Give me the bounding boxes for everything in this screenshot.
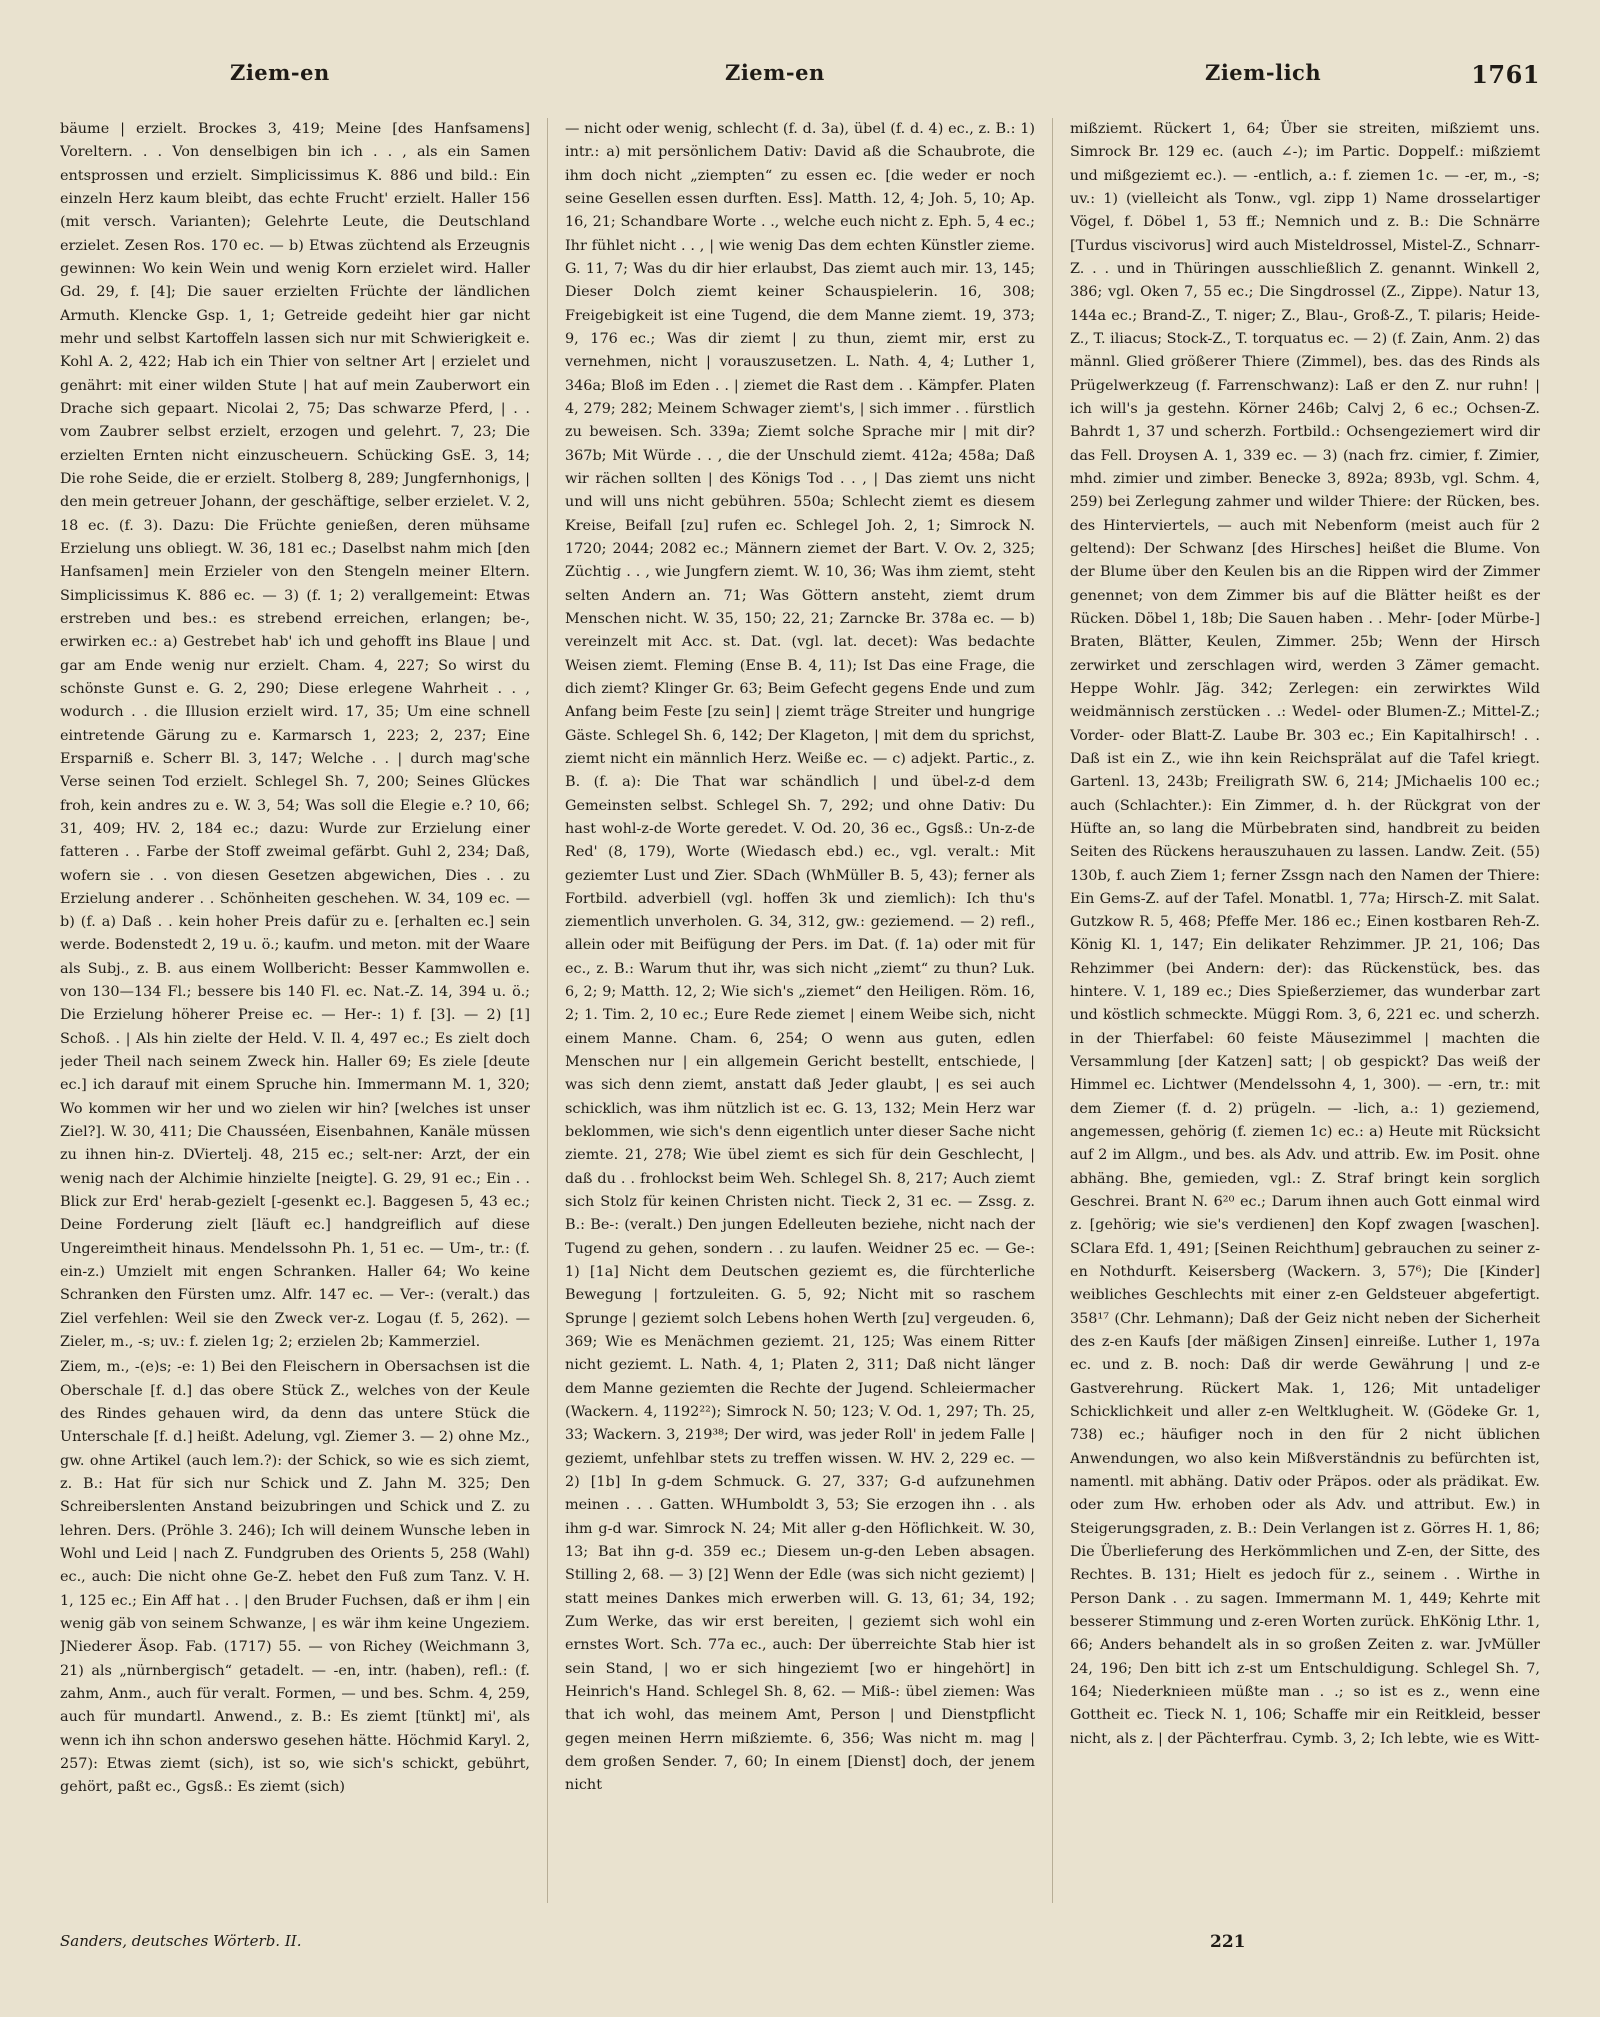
header-center-catchword: Ziem-en — [725, 60, 825, 85]
column-1-entry-zielen: bäume | erzielt. Brockes 3, 419; Meine [des Hanfsamens] Voreltern. . . Von denselbigen bin ich . . , als ein Samen entsprossen und erzielt. Simplicissimus K. 886 und bild.: Ein einzeln Herz kaum bleibt, das echte Frucht' erzielt. Haller 156 (mit versch. Varianten); Gelehrte Leute, die Deutschland erzielet. Zesen Ros. 170 ec. — b) Etwas züchtend als Erzeugnis gewinnen: Wo kein Wein und wenig Korn erzielet wird. Haller Gd. 29, f. [4]; Die sauer erzielten Früchte der ländlichen Armuth. Klencke Gsp. 1, 1; Getreide gedeiht hier gar nicht mehr und selbst Kartoffeln lassen sich nur mit Schwierigkeit e. Kohl A. 2, 422; Hab ich ein Thier von seltner Art | erzielet und genährt: mit einer wilden Stute | hat auf mein Zauberwort ein Drache sich gepaart. Nicolai 2, 75; Das schwarze Pferd, | . . vom Zaubrer selbst erzielt, erzogen und gelehrt. 7, 23; Die erzielten Ernten nicht einzuscheuern. Schücking GsE. 3, 14; Die rohe Seide, die er erzielt. Stolberg 8, 289; Jungfernhonigs, | den mein getreuer Johann, der geschäftige, selber erzielet. V. 2, 18 ec. (f. 3). Dazu: Die Früchte genießen, deren mühsame Erzielung uns obliegt. W. 36, 181 ec.; Daselbst nahm mich [den Hanfsamen] mein Erzieler von den Stengeln meiner Eltern. Simplicissimus K. 886 ec. — 3) (f. 1; 2) verallgemeint: Etwas erstreben und bes.: es strebend erreichen, erlangen; be-, erwirken ec.: a) Gestrebet hab' ich und gehofft ins Blaue | und gar am Ende wenig nur erzielt. Cham. 4, 227; So wirst du schönste Gunst e. G. 2, 290; Diese erlegene Wahrheit . . , wodurch . . die Illusion erzielt wird. 17, 35; Um eine schnell eintretende Gärung zu e. Karmarsch 1, 223; 2, 237; Eine Ersparniß e. Scherr Bl. 3, 147; Welche . . | durch mag'sche Verse seinen Tod erzielt. Schlegel Sh. 7, 200; Seines Glückes froh, kein andres zu e. W. 3, 54; Was soll die Elegie e.? 10, 66; 31, 409; HV. 2, 184 ec.; dazu: Wurde zur Erzielung einer fatteren . . Farbe der Stoff zweimal gefärbt. Guhl 2, 234; Daß, wofern sie . . von diesen Gesetzen abgewichen, Dies . . zu Erzielung anderer . . Schönheiten geschehen. W. 34, 109 ec. — b) (f. a) Daß . . kein hoher Preis dafür zu e. [erhalten ec.] sein werde. Bodenstedt 2, 19 u. ö.; kaufm. und meton. mit der Waare als Subj., z. B. aus einem Wollbericht: Besser Kammwollen e. von 130—134 Fl.; bessere bis 140 Fl. ec. Nat.-Z. 14, 394 u. ö.; Die Erzielung höherer Preise ec. — Her-: 1) f. [3]. — 2) [1] Schoß. . | Als hin zielte der Held. V. Il. 4, 497 ec.; Es zielt doch jeder Theil nach seinem Zweck hin. Haller 69; Es ziele [deute ec.] ich darauf mit einem Spruche hin. Immermann M. 1, 320; Wo kommen wir her und wo zielen wir hin? [welches ist unser Ziel?]. W. 30, 411; Die Chausséen, Eisenbahnen, Kanäle müssen zu ihnen hin-z. DViertelj. 48, 215 ec.; selt-ner: Arzt, der ein wenig nach der Alchimie hinzielte [neigte]. G. 29, 91 ec.; Ein . . Blick zur Erd' herab-gezielt [-gesenkt ec.]. Baggesen 5, 43 ec.; Deine Forderung zielt [läuft ec.] handgreiflich auf diese Ungereimtheit hinaus. Mendelssohn Ph. 1, 51 ec. — Um-, tr.: (f. ein-z.) Umzielt mit engen Schranken. Haller 64; Wo keine Schranken den Fürsten umz. Alfr. 147 ec. — Ver-: (veralt.) das Ziel verfehlen: Weil sie den Zweck ver-z. Logau (f. 5, 262). — Zieler, m., -s; uv.: f. zielen 1g; 2; erzielen 2b; Kammerziel. — [60, 121, 530, 1351]
column-2-entry-ziemen: — nicht oder wenig, schlecht (f. d. 3a), übel (f. d. 4) ec., z. B.: 1) intr.: a) mit persönlichem Dativ: David aß die Schaubrote, die ihm doch nicht „ziempten“ zu essen ec. [die weder er noch seine Gesellen essen durften. Ess]. Matth. 12, 4; Joh. 5, 10; Ap. 16, 21; Schandbare Worte . ., welche euch nicht z. Eph. 5, 4 ec.; Ihr fühlet nicht . . , | wie wenig Das dem echten Künstler zieme. G. 11, 7; Was du dir hier erlaubst, Das ziemt auch mir. 13, 145; Dieser Dolch ziemt keiner Schauspielerin. 16, 308; Freigebigkeit ist eine Tugend, die dem Manne ziemt. 19, 373; 9, 176 ec.; Was dir ziemt | zu thun, ziemt mir, erst zu vernehmen, nicht | vorauszusetzen. L. Nath. 4, 4; Luther 1, 346a; Bloß im Eden . . | ziemet die Rast dem . . Kämpfer. Platen 4, 279; 282; Meinem Schwager ziemt's, | sich immer . . fürstlich zu beweisen. Sch. 339a; Ziemt solche Sprache mir | mit dir? 367b; Mit Würde . . , die der Unschuld ziemt. 412a; 458a; Daß wir rächen sollten | des Königs Tod . . , | Das ziemt uns nicht und will uns nicht gebühren. 550a; Schlecht ziemt es diesem Kreise, Beifall [zu] rufen ec. Schlegel Joh. 2, 1; Simrock N. 1720; 2044; 2082 ec.; Männern ziemet der Bart. V. Ov. 2, 325; Züchtig . . , wie Jungfern ziemt. W. 10, 36; Was ihm ziemt, steht selten Andern an. 71; Was Göttern ansteht, ziemt drum Menschen nicht. W. 35, 150; 22, 21; Zarncke Br. 378a ec. — b) vereinzelt mit Acc. st. Dat. (vgl. lat. decet): Was bedachte Weisen ziemt. Fleming (Ense B. 4, 11); Ist Das eine Frage, die dich ziemt? Klinger Gr. 63; Beim Gefecht gegens Ende und zum Anfang beim Feste [zu sein] | ziemt träge Streiter und hungrige Gäste. Schlegel Sh. 6, 142; Der Klageton, | mit dem du sprichst, ziemt nicht ein männlich Herz. Weiße ec. — c) adjekt. Partic., z. B. (f. a): Die That war schändlich | und übel-z-d dem Gemeinsten selbst. Schlegel Sh. 7, 292; und ohne Dativ: Du hast wohl-z-de Worte geredet. V. Od. 20, 36 ec., Ggsß.: Un-z-de Red' (8, 179), Worte (Wiedasch ebd.) ec., vgl. veralt.: Mit geziemter Lust und Zier. SDach (WhMüller B. 5, 43); ferner als Fortbild. adverbiell (vgl. hoffen 3k und ziemlich): Ich thu's ziementlich unverholen. G. 34, 312, gw.: geziemend. — 2) refl., allein oder mit Beifügung der Pers. im Dat. (f. 1a) oder mit für ec., z. B.: Warum thut ihr, was sich nicht „ziemt“ zu thun? Luk. 6, 2; 9; Matth. 12, 2; Wie sich's „ziemet“ den Heiligen. Röm. 16, 2; 1. Tim. 2, 10 ec.; Eure Rede ziemet | einem Weibe sich, nicht einem Manne. Cham. 6, 254; O wenn aus guten, edlen Menschen nur | ein allgemein Gericht bestellt, entschiede, | was sich denn ziemt, anstatt daß Jeder glaubt, | es sei auch schicklich, was ihm nützlich ist ec. G. 13, 132; Mein Herz war beklommen, wie sich's denn eigentlich unter dieser Sache nicht ziemte. 21, 278; Wie übel ziemt es sich für dein Geschlecht, | daß du . . frohlockst beim Weh. Schlegel Sh. 8, 217; Auch ziemt sich Stolz für keinen Christen nicht. Tieck 2, 31 ec. — Zssg. z. B.: Be-: (veralt.) Den jungen Edelleuten beziehe, nicht nach der Tugend zu gehen, sondern . . zu laufen. Weidner 25 ec. — Ge-: 1) [1a] Nicht dem Deutschen geziemt es, die fürchterliche Bewegung | fortzuleiten. G. 5, 92; Nicht mit so raschem Sprunge | geziemt solch Lebens hohen Werth [zu] vergeuden. 6, 369; Wie es Menächmen geziemt. 21, 125; Was einem Ritter nicht geziemt. L. Nath. 4, 1; Platen 2, 311; Daß nicht länger dem Manne geziemten die Rechte der Jugend. Schleiermacher (Wackern. 4, 1192²²); Simrock N. 50; 123; V. Od. 1, 297; Th. 25, 33; Wackern. 3, 219³⁸; Der wird, was jeder Roll' in jedem Falle | geziemt, unfehlbar stets zu treffen wissen. W. HV. 2, 229 ec. — 2) [1b] In g-dem Schmuck. G. 27, 337; G-d aufzunehmen meinen . . . Gatten. WHumboldt 3, 53; Sie erzogen ihn . . als ihm g-d war. Simrock N. 24; Mit aller g-den Höflichkeit. W. 30, 13; Bat ihn g-d. 359 ec.; Diesem un-g-den Leben absagen. Stilling 2, 68. — 3) [2] Wenn der Edle (was sich nicht geziemt) | statt meines Dankes mich erwerben will. G. 13, 61; 34, 192; Zum Werke, das wir erst bereiten, | geziemt sich wohl ein ernstes Wort. Sch. 77a ec., auch: Der überreichte Stab hier ist sein Stand, | wo er sich hingeziemt [wo er hingehört] in Heinrich's Hand. Schlegel Sh. 8, 62. — Miß-: übel ziemen: Was that ich wohl, das meinem Amt, Person | und Dienstpflicht gegen meinen Herrn mißziemte. 6, 356; Was nicht m. mag | dem großen Sender. 7, 60; In einem [Dienst] doch, der jenem nicht — [565, 121, 1035, 1794]
page-number: 1761 — [1471, 60, 1540, 89]
column-divider-2 — [1052, 118, 1053, 1903]
header-right-catchword: Ziem-lich — [1205, 60, 1322, 85]
column-3 — [1070, 118, 1540, 1903]
footer-signature: Sanders, deutsches Wörterb. II. — [60, 1932, 302, 1950]
column-divider-1 — [547, 118, 548, 1903]
text-columns — [60, 118, 1540, 1903]
running-header — [60, 60, 1540, 100]
column-2 — [565, 118, 1035, 1903]
column-3-entry-ziemer-ziemlich: mißziemt. Rückert 1, 64; Über sie streiten, mißziemt uns. Simrock Br. 129 ec. (auch ∠-); im Partic. Doppelf.: mißziemt und mißgeziemt ec.). — -entlich, a.: f. ziemen 1c. — -er, m., -s; uv.: 1) (vielleicht als Tonw., vgl. zipp 1) Name drosselartiger Vögel, f. Döbel 1, 53 ff.; Nemnich und z. B.: Die Schnärre [Turdus viscivorus] wird auch Misteldrossel, Mistel-Z., Schnarr-Z. . . und in Thüringen ausschließlich Z. genannt. Winkell 2, 386; vgl. Oken 7, 55 ec.; Die Singdrossel (Z., Zippe). Natur 13, 144a ec.; Brand-Z., T. niger; Z., Blau-, Groß-Z., T. pilaris; Heide-Z., T. iliacus; Stock-Z., T. torquatus ec. — 2) (f. Zain, Anm. 2) das männl. Glied größerer Thiere (Zimmel), bes. das des Rinds als Prügelwerkzeug (f. Farrenschwanz): Laß er den Z. nur ruhn! | ich will's ja gestehn. Körner 246b; Calvj 2, 6 ec.; Ochsen-Z. Bahrdt 1, 37 und scherzh. Fortbild.: Ochsengeziemert wird dir das Fell. Droysen A. 1, 339 ec. — 3) (nach frz. cimier, f. Zimier, mhd. zimier und zimber. Benecke 3, 892a; 893b, vgl. Schm. 4, 259) bei Zerlegung zahmer und wilder Thiere: der Rücken, bes. des Hinterviertels, — auch mit Nebenform (meist auch für 2 geltend): Der Schwanz [des Hirsches] heißet die Blume. Von der Blume über den Keulen bis an die Rippen wird der Zimmer genennet; von dem Zimmer bis auf die Blätter heißt es der Rücken. Döbel 1, 18b; Die Sauen haben . . Mehr- [oder Mürbe-] Braten, Blätter, Keulen, Zimmer. 25b; Wenn der Hirsch zerwirket und zerschlagen wird, werden 3 Zämer gemacht. Heppe Wohlr. Jäg. 342; Zerlegen: ein zerwirktes Wild weidmännisch zerstücken . .: Wedel- oder Blumen-Z.; Mittel-Z.; Vorder- oder Blatt-Z. Laube Br. 303 ec.; Ein Kapitalhirsch! . . Daß ist ein Z., wie ihn kein Reichsprälat auf die Tafel kriegt. Gartenl. 13, 243b; Freiligrath SW. 6, 214; JMichaelis 100 ec.; auch (Schlachter.): Ein Zimmer, d. h. der Rückgrat von der Hüfte an, so lang die Mürbebraten sind, handbreit zu beiden Seiten des Rückens herauszuhauen zu lassen. Landw. Zeit. (55) 130b, f. auch Ziem 1; ferner Zssgn nach den Namen der Thiere: Ein Gems-Z. auf der Tafel. Monatbl. 1, 77a; Hirsch-Z. mit Salat. Gutzkow R. 5, 468; Pfeffe Mer. 186 ec.; Einen kostbaren Reh-Z. König Kl. 1, 147; Ein delikater Rehzimmer. JP. 21, 106; Das Rehzimmer (bei Andern: der): das Rückenstück, bes. das hintere. V. 1, 189 ec.; Dies Spießerziemer, das wunderbar zart und köstlich schmeckte. Müggi Rom. 3, 6, 221 ec. und scherzh. in der Thierfabel: 60 feiste Mäusezimmel | machten die Versammlung [der Katzen] satt; | ob gespickt? Das weiß der Himmel ec. Lichtwer (Mendelssohn 4, 1, 300). — -ern, tr.: mit dem Ziemer (f. d. 2) prügeln. — -lich, a.: 1) geziemend, angemessen, gehörig (f. ziemen 1c) ec.: a) Heute mit Rücksicht auf 2 im Allgm., und bes. als Adv. und attrib. Ew. im Posit. ohne abhäng. Bhe, gemieden, vgl.: Z. Straf bringt kein sorglich Geschrei. Brant N. 6²⁰ ec.; Darum ihnen auch Gott einmal wird z. [gehörig; wie sie's verdienen] den Kopf zwagen [waschen]. SClara Efd. 1, 491; [Seinen Reichthum] gebrauchen zu seiner z-en Nothdurft. Keisersberg (Wackern. 3, 57⁶); Die [Kinder] weibliches Geschlechts mit einer z-en Geldsteuer abgefertigt. 358¹⁷ (Chr. Lehmann); Daß der Geiz nicht neben der Sicherheit des z-en Kaufs [der mäßigen Zinsen] einreiße. Luther 1, 197a ec. und z. B. noch: Daß dir werde Gewährung | und z-e Gastverehrung. Rückert Mak. 1, 126; Mit untadeliger Schicklichkeit und aller z-en Weltklugheit. W. (Gödeke Gr. 1, 738) ec.; häufiger noch in den für 2 nicht üblichen Anwendungen, wo also kein Mißverständnis zu befürchten ist, namentl. mit abhäng. Dativ oder Präpos. oder als prädikat. Ew. oder zum Hw. erhoben oder als Adv. und attribut. Ew.) in Steigerungsgraden, z. B.: Dein Verlangen ist z. Görres H. 1, 86; Die Überlieferung des Herkömmlichen und Z-en, der Sitte, des Rechtes. B. 131; Hielt es jedoch für z., seinem . . Wirthe in Person Dank . . zu sagen. Immermann M. 1, 449; Kehrte mit besserer Stimmung und z-eren Worten zurück. EhKönig Lthr. 1, 66; Anders behandelt als in so großen Zeiten z. war. JvMüller 24, 196; Den bitt ich z-st um Entschuldigung. Schlegel Sh. 7, 164; Niederknieen müßte man . .; so ist es z., wenn eine Gottheit ec. Tieck N. 1, 106; Schaffe mir ein Reitkleid, besser nicht, als z. | der Pächterfrau. Cymb. 3, 2; Ich lebte, wie es Witt- — [1070, 121, 1540, 1747]
sheet-number: 221 — [1210, 1932, 1246, 1952]
column-1 — [60, 118, 530, 1903]
header-left-catchword: Ziem-en — [230, 60, 330, 85]
column-1-entry-ziem: Ziem, m., -(e)s; -e: 1) Bei den Fleischern in Obersachsen ist die Oberschale [f. d.] das obere Stück Z., welches von der Keule des Rindes gehauen wird, da denn das untere Stück die Unterschale [f. d.] heißt. Adelung, vgl. Ziemer 3. — 2) ohne Mz., gw. ohne Artikel (auch lem.?): der Schick, so wie es sich ziemt, z. B.: Hat für sich nur Schick und Z. Jahn M. 325; Den Schreiberslenten Anstand beizubringen und Schick und Z. zu lehren. Ders. (Pröhle 3. 246); Ich will deinem Wunsche leben in Wohl und Leid | nach Z. Fundgruben des Orients 5, 258 (Wahl) ec., auch: Die nicht ohne Ge-Z. hebet den Fuß zum Tanz. V. H. 1, 125 ec.; Ein Aff hat . . | den Bruder Fuchsen, daß er ihm | ein wenig gäb von seinem Schwanze, | es wär ihm keine Ungeziem. JNiederer Äsop. Fab. (1717) 55. — von Richey (Weichmann 3, 21) als „nürnbergisch“ getadelt. — -en, intr. (haben), refl.: (f. zahm, Anm., auch für veralt. Formen, — und bes. Schm. 4, 259, auch für mundartl. Anwend., z. B.: Es ziemt [tünkt] mi', als wenn ich ihn schon anderswo gesehen hätte. Höchmid Karyl. 2, 257): Etwas ziemt (sich), ist so, wie sich's schickt, gebührt, gehört, paßt ec., Ggsß.: Es ziemt (sich) — [60, 1359, 530, 1796]
